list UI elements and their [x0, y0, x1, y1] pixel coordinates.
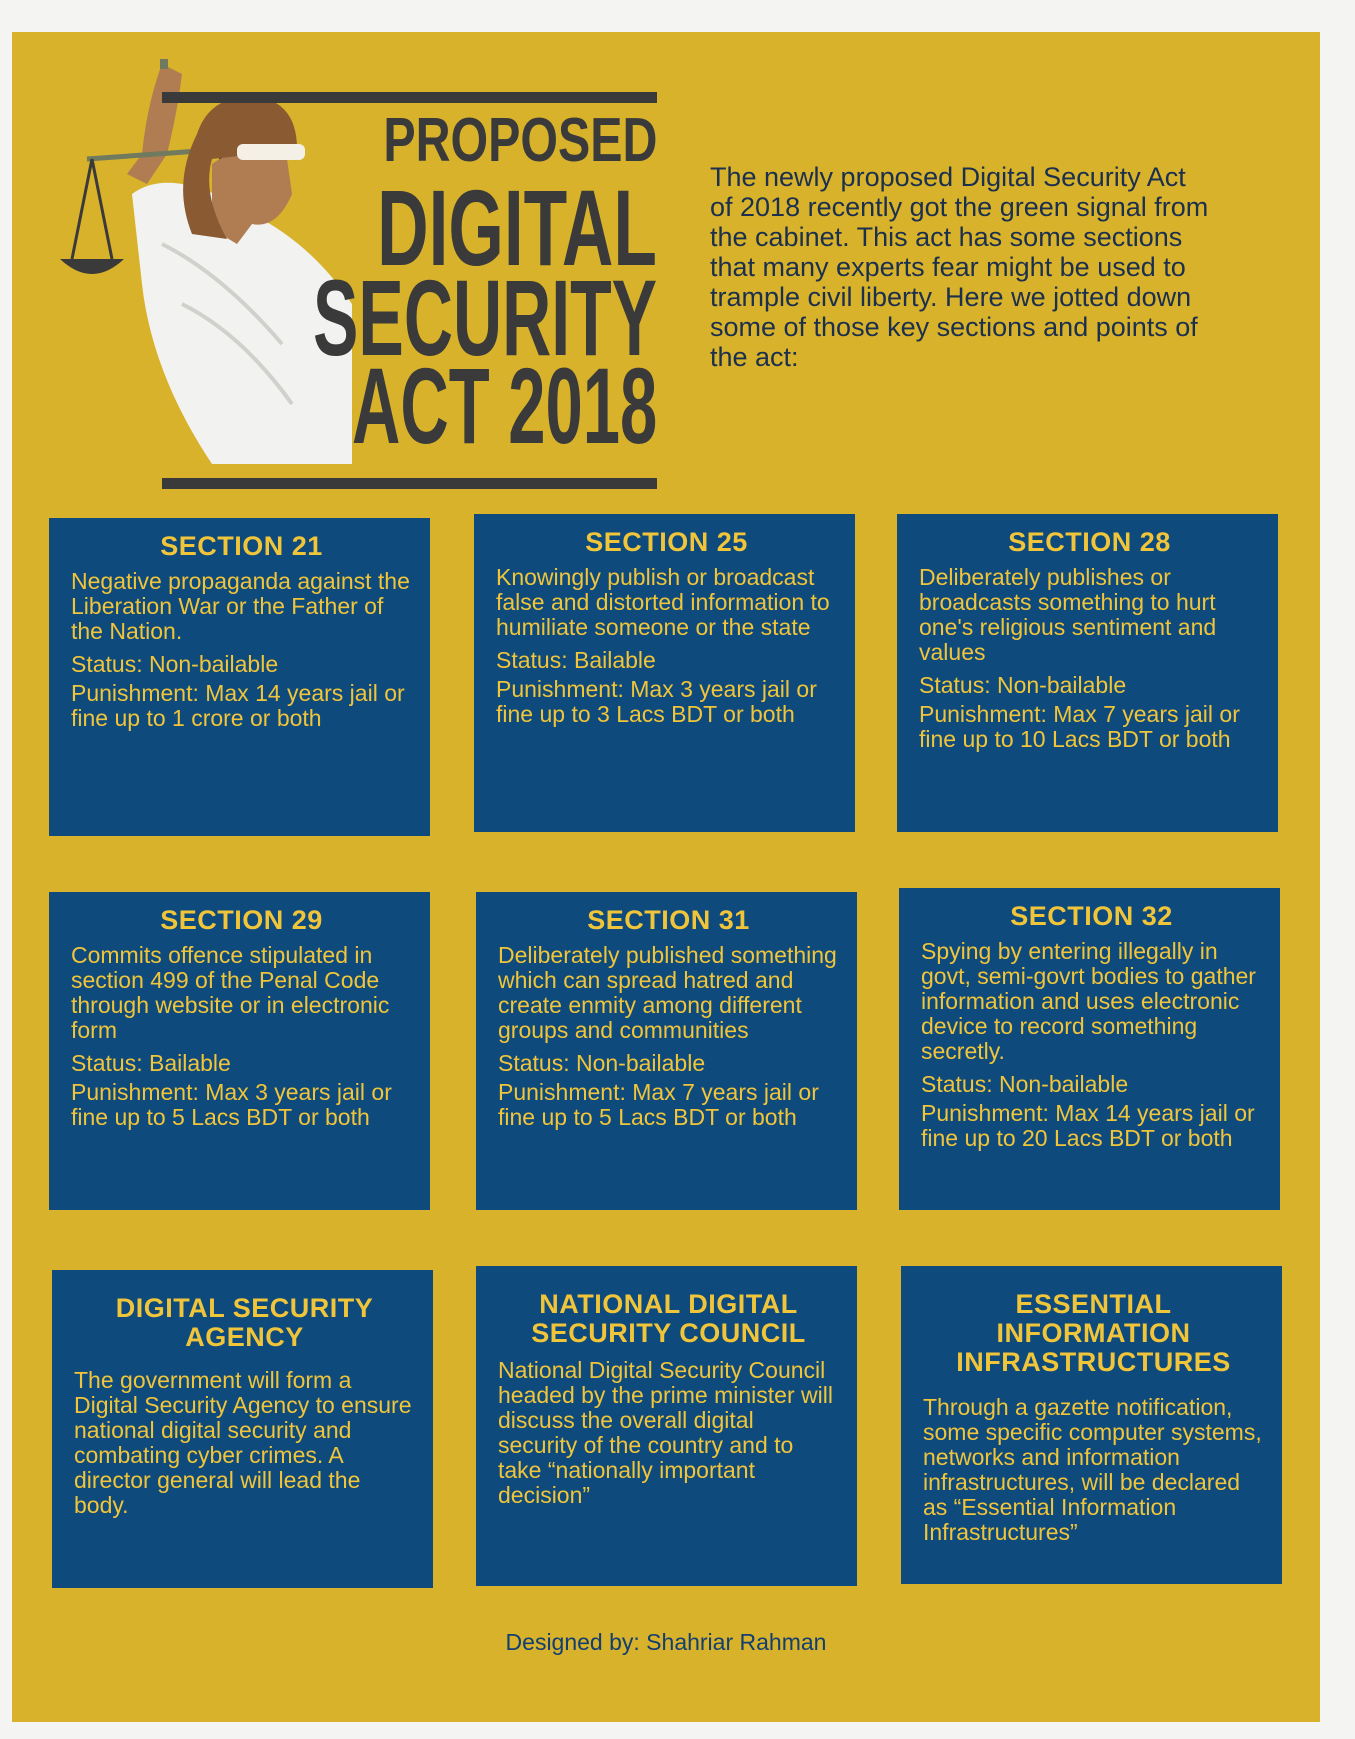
section-punishment: Punishment: Max 3 years jail or fine up to 3 Lacs BDT or both [496, 676, 817, 727]
section-punishment: Punishment: Max 14 years jail or fine up to 20 Lacs BDT or both [921, 1100, 1255, 1151]
section-status: Status: Bailable [71, 1050, 231, 1076]
title-top-bar [162, 92, 657, 103]
intro-text: The newly proposed Digital Security Act of 2018 recently got the green signal from the cabinet. This act has some sections that many experts fear might be used to trample civil liberty. Here we jotted down some of those key sections and points of the act: [710, 162, 1209, 372]
body-title: DIGITAL SECURITY AGENCY [115, 1293, 374, 1352]
section-status: Status: Bailable [496, 647, 656, 673]
body-description: National Digital Security Council headed by the prime minister will discuss the overall digital security of the country and to take “nationally important decision” [498, 1357, 833, 1508]
section-status: Status: Non-bailable [921, 1071, 1129, 1097]
body-title: ESSENTIAL INFORMATION INFRASTRUCTURES [956, 1289, 1231, 1377]
section-description: Commits offence stipulated in section 499 of the Penal Code through website or in electronic form [71, 942, 390, 1043]
poster [12, 32, 1320, 1722]
section-card [474, 514, 855, 832]
title-block [162, 92, 657, 492]
section-status: Status: Non-bailable [498, 1050, 706, 1076]
section-title: SECTION 28 [1008, 527, 1171, 557]
section-card [476, 892, 857, 1210]
section-description: Knowingly publish or broadcast false and distorted information to humiliate someone or the state [496, 564, 830, 640]
section-status: Status: Non-bailable [71, 651, 279, 677]
section-status: Status: Non-bailable [919, 672, 1127, 698]
section-title: SECTION 21 [160, 531, 323, 561]
title-security: SECURITY [312, 257, 657, 378]
section-title: SECTION 31 [587, 905, 750, 935]
section-card [899, 888, 1280, 1210]
body-card [52, 1270, 433, 1588]
section-description: Deliberately publishes or broadcasts something to hurt one's religious sentiment and values [919, 564, 1217, 665]
section-punishment: Punishment: Max 7 years jail or fine up to 10 Lacs BDT or both [919, 701, 1240, 752]
section-card [49, 518, 430, 836]
section-title: SECTION 29 [160, 905, 323, 935]
body-title: NATIONAL DIGITAL SECURITY COUNCIL [531, 1289, 806, 1348]
title-bottom-bar [162, 478, 657, 489]
section-description: Negative propaganda against the Liberation War or the Father of the Nation. [71, 568, 410, 644]
body-description: Through a gazette notification, some specific computer systems, networks and information infrastructures, will be declared as “Essential Information Infrastructures” [923, 1394, 1262, 1545]
section-title: SECTION 32 [1010, 901, 1173, 931]
section-description: Spying by entering illegally in govt, semi-govrt bodies to gather information and uses electronic device to record something secretly. [921, 938, 1256, 1064]
body-card [476, 1266, 857, 1586]
section-title: SECTION 25 [585, 527, 748, 557]
title-act-2018: ACT 2018 [351, 345, 657, 466]
title-proposed: PROPOSED [382, 106, 657, 175]
section-card [897, 514, 1278, 832]
section-punishment: Punishment: Max 14 years jail or fine up to 1 crore or both [71, 680, 405, 731]
section-punishment: Punishment: Max 3 years jail or fine up to 5 Lacs BDT or both [71, 1079, 392, 1130]
designer-credit: Designed by: Shahriar Rahman [505, 1629, 827, 1655]
section-description: Deliberately published something which can spread hatred and create enmity among different groups and communities [498, 942, 837, 1043]
title-digital: DIGITAL [377, 167, 657, 288]
body-description: The government will form a Digital Security Agency to ensure national digital security and combating cyber crimes. A director general will lead the body. [74, 1367, 412, 1518]
section-punishment: Punishment: Max 7 years jail or fine up to 5 Lacs BDT or both [498, 1079, 819, 1130]
body-card [901, 1266, 1282, 1584]
section-card [49, 892, 430, 1210]
